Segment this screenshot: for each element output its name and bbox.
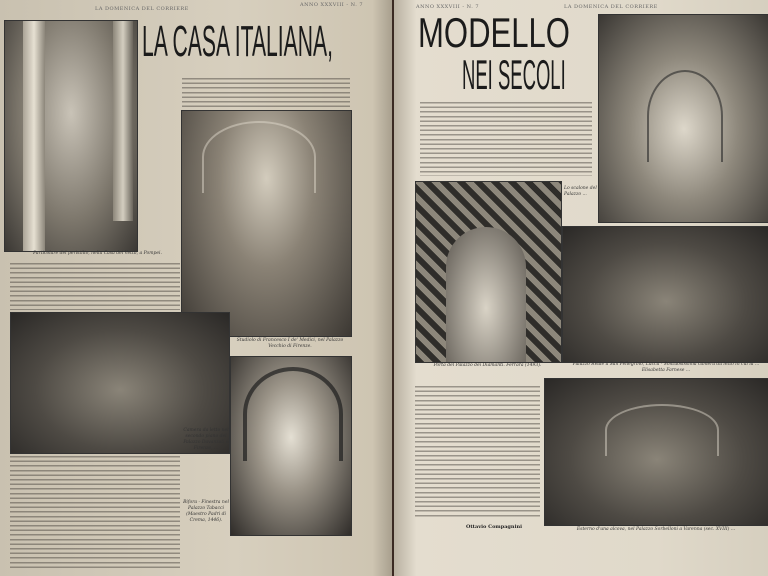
caption: Lo scalone del Palazzo ... <box>564 186 597 197</box>
arch <box>605 404 719 456</box>
photo-diamanti-portal <box>415 181 562 363</box>
photo-pompeii-peristyle <box>4 20 138 252</box>
article-title-line1: MODELLO <box>418 9 570 56</box>
arch <box>647 70 723 162</box>
caption: Esterno d'una alcova, nel Palazzo Sorbelloni a Varenna (sec. XVIII) ... <box>576 527 736 532</box>
caption: Studiolo di Francesco I de' Medici, nel Palazzo Vecchio di Firenze. <box>236 338 344 349</box>
body-text-column <box>10 263 180 310</box>
caption: Particolare del peristilio, nella Casa dei Vettii, a Pompei. <box>33 251 162 256</box>
author-signature: Ottavio Compagnini <box>466 524 523 530</box>
photo-studiolo <box>181 110 352 337</box>
running-header: LA DOMENICA DEL CORRIERE <box>95 6 189 12</box>
portal-arch <box>446 227 526 362</box>
issue-number: ANNO XXXVIII - N. 7 <box>300 2 364 8</box>
window-arch <box>243 367 343 461</box>
body-text-column <box>10 456 180 568</box>
column <box>113 21 133 221</box>
column <box>23 21 45 251</box>
running-header: LA DOMENICA DEL CORRIERE <box>564 4 658 10</box>
vault <box>202 121 316 193</box>
caption: Bifora - Finestra nel Palazzo Tabacci (Maestro Padri di Crema, 1446). <box>183 500 229 523</box>
caption: Porta del Palazzo dei Diamanti. Ferrara (1493). <box>433 363 542 368</box>
issue-number: ANNO XXXVIII - N. 7 <box>416 4 480 10</box>
photo-staircase <box>598 14 768 223</box>
article-title: LA CASA ITALIANA, <box>142 17 333 66</box>
body-text-column <box>182 78 350 109</box>
photo-gothic-window <box>230 356 352 536</box>
caption: Camera da letto nel secondo piano del Palazzo Davanzati a Firenze, ... <box>183 428 229 451</box>
caption: Palazzo Reale a San Pellegrino, Lucca - Sontuosissima camera da letto in cui la ... Elisabetta Farnese ... <box>572 362 760 373</box>
body-text-column <box>415 386 540 518</box>
right-page <box>394 0 768 576</box>
body-text-column <box>420 102 592 176</box>
photo-royal-bedroom <box>562 226 768 363</box>
photo-alcove <box>544 378 768 526</box>
article-title-line2: NEI SECOLI <box>462 51 566 98</box>
